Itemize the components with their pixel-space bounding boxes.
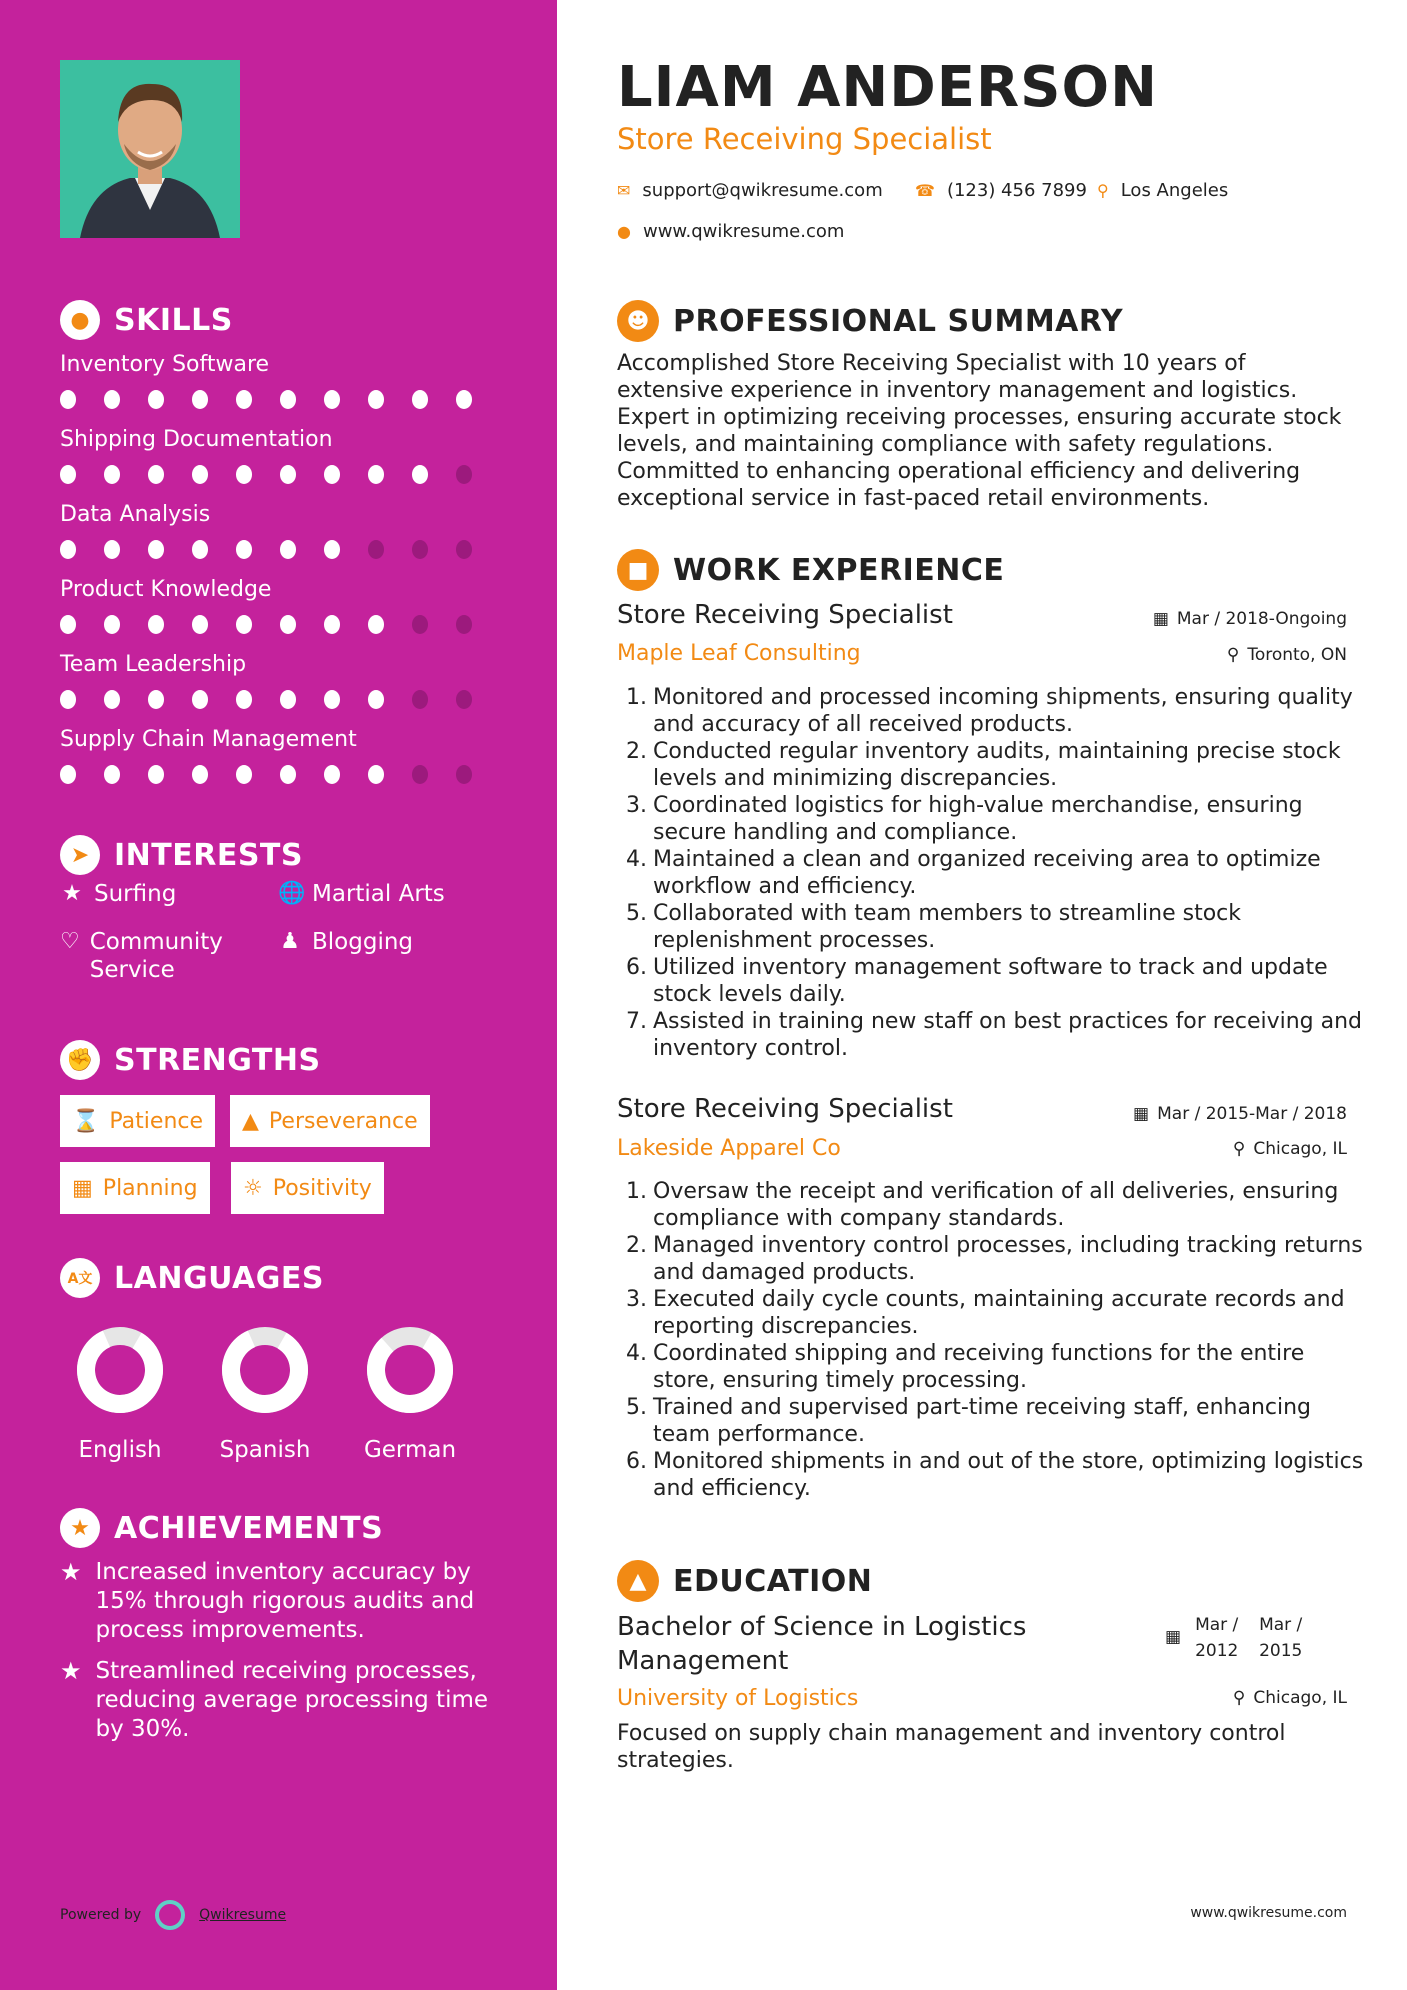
skill-dot-filled [104, 765, 120, 784]
list-item: Trained and supervised part-time receiving staff, enhancing team performance. [653, 1395, 1312, 1447]
contact-website[interactable]: ● www.qwikresume.com [617, 221, 845, 242]
skill-dot-filled [192, 465, 208, 484]
skill-name: Supply Chain Management [60, 727, 357, 752]
skill-dot-empty [412, 615, 428, 634]
skill-dot-filled [368, 390, 384, 409]
pin-icon: ⚲ [1226, 645, 1240, 665]
language-level-ring [365, 1325, 455, 1415]
skill-dot-empty [456, 765, 472, 784]
skill-dot-empty [456, 465, 472, 484]
shooting-star-icon: ★ [60, 1657, 82, 1685]
users-icon: ♟ [280, 929, 300, 954]
skill-dot-filled [148, 615, 164, 634]
skill-name: Inventory Software [60, 352, 270, 377]
skill-rating [60, 540, 500, 559]
summary-heading: ☻ PROFESSIONAL SUMMARY [617, 300, 1123, 342]
strength-badge: ▦ Planning [60, 1162, 210, 1214]
paper-plane-icon: ➤ [60, 835, 100, 875]
skill-rating [60, 390, 500, 409]
globe-icon: ● [617, 222, 631, 241]
skill-dot-filled [412, 390, 428, 409]
skill-dot-filled [148, 540, 164, 559]
skill-row [60, 500, 500, 575]
skill-dot-filled [192, 615, 208, 634]
skill-dot-filled [60, 540, 76, 559]
skill-dot-filled [324, 540, 340, 559]
skill-dot-filled [148, 765, 164, 784]
list-item: Coordinated logistics for high-value merchandise, ensuring secure handling and compliance. [653, 793, 1303, 845]
heart-hands-icon: ♡ [60, 929, 80, 954]
candidate-role: Store Receiving Specialist [617, 122, 992, 156]
shooting-star-icon: ★ [60, 1558, 82, 1586]
skill-dot-empty [412, 690, 428, 709]
language-item: Spanish [205, 1325, 325, 1463]
skill-dot-filled [236, 390, 252, 409]
language-level-ring [220, 1325, 310, 1415]
list-item: Managed inventory control processes, including tracking returns and damaged products. [653, 1233, 1363, 1285]
achievements-heading: ★ ACHIEVEMENTS [60, 1508, 383, 1548]
skill-dot-empty [456, 540, 472, 559]
skill-dot-filled [280, 465, 296, 484]
language-level-ring [75, 1325, 165, 1415]
job-title: Store Receiving Specialist [617, 600, 953, 630]
skill-dot-filled [324, 390, 340, 409]
skill-dot-filled [324, 765, 340, 784]
interest-item: ★ Surfing [60, 880, 176, 908]
hourglass-icon: ⌛ [72, 1108, 100, 1134]
skill-dot-filled [412, 465, 428, 484]
skill-dot-filled [280, 615, 296, 634]
contact-phone: ☎ (123) 456 7899 [915, 180, 1087, 201]
list-item: Assisted in training new staff on best practices for receiving and inventory control. [653, 1009, 1363, 1061]
job-company: Maple Leaf Consulting [617, 641, 861, 666]
fist-icon: ✊ [60, 1040, 100, 1080]
pin-icon: ⚲ [1232, 1688, 1246, 1708]
list-item: Oversaw the receipt and verification of all deliveries, ensuring compliance with company standards. [653, 1179, 1339, 1231]
education-location: ⚲ Chicago, IL [1232, 1688, 1347, 1708]
sun-icon: ☼ [243, 1175, 263, 1201]
profile-photo [60, 60, 240, 238]
summary-text: Accomplished Store Receiving Specialist with 10 years of extensive experience in inventory management and logistics. Expert in optimizing receiving processes, ensuring accurate stock levels, and maintaining compliance with safety regulations. Committed to enhancing operational efficiency and delivering exceptional service in fast-paced retail environments. [617, 351, 1342, 511]
phone-icon: ☎ [915, 181, 935, 200]
skill-rating [60, 765, 500, 784]
list-item: Coordinated shipping and receiving functions for the entire store, ensuring timely processing. [653, 1341, 1305, 1393]
skill-dot-filled [192, 390, 208, 409]
candidate-name: LIAM ANDERSON [617, 55, 1158, 120]
main-content [557, 0, 1407, 1990]
calendar-icon: ▦ [1133, 1104, 1150, 1124]
experience-heading: ■ WORK EXPERIENCE [617, 549, 1004, 591]
skill-rating [60, 465, 500, 484]
calendar-icon: ▦ [72, 1175, 93, 1201]
sidebar [0, 0, 557, 1990]
education-heading: ▲ EDUCATION [617, 1560, 872, 1602]
skill-dot-filled [104, 690, 120, 709]
briefcase-icon: ■ [617, 549, 659, 591]
skill-dot-empty [456, 615, 472, 634]
skill-dot-empty [368, 540, 384, 559]
list-item: Executed daily cycle counts, maintaining accurate records and reporting discrepancies. [653, 1287, 1345, 1339]
interest-item: 🌐 Martial Arts [278, 881, 445, 907]
skill-dot-filled [236, 765, 252, 784]
skill-dot-filled [236, 540, 252, 559]
skill-name: Team Leadership [60, 652, 247, 677]
degree-title: Bachelor of Science in Logistics Management [617, 1612, 1027, 1676]
list-item: Maintained a clean and organized receiving area to optimize workflow and efficiency. [653, 847, 1321, 899]
job-company: Lakeside Apparel Co [617, 1136, 841, 1161]
skill-dot-filled [192, 765, 208, 784]
list-item: Monitored and processed incoming shipments, ensuring quality and accuracy of all received products. [653, 685, 1353, 737]
skill-dot-filled [236, 690, 252, 709]
job-dates: ▦ Mar / 2015-Mar / 2018 [1133, 1104, 1347, 1124]
list-item: Conducted regular inventory audits, maintaining precise stock levels and minimizing discrepancies. [653, 739, 1341, 791]
skill-dot-filled [60, 465, 76, 484]
skill-dot-filled [280, 390, 296, 409]
job-responsibilities [635, 684, 1370, 1062]
skill-dot-filled [104, 390, 120, 409]
skill-dot-filled [236, 615, 252, 634]
skill-dot-filled [280, 765, 296, 784]
skill-dot-filled [60, 690, 76, 709]
job-responsibilities [635, 1178, 1370, 1502]
strengths-heading: ✊ STRENGTHS [60, 1040, 321, 1080]
skill-rating [60, 615, 500, 634]
skill-dot-filled [236, 465, 252, 484]
graduation-cap-icon: ▲ [617, 1560, 659, 1602]
envelope-icon: ✉ [617, 181, 631, 200]
calendar-icon: ▦ [1165, 1627, 1182, 1647]
skill-dot-filled [60, 390, 76, 409]
job-location: ⚲ Chicago, IL [1232, 1139, 1347, 1159]
skill-dot-filled [280, 540, 296, 559]
skill-row [60, 575, 500, 650]
skill-dot-filled [104, 465, 120, 484]
skill-dot-filled [324, 465, 340, 484]
achievement-item: ★ Streamlined receiving processes, reducing average processing time by 30%. [60, 1657, 489, 1742]
interest-item: ♡ Community Service [60, 929, 223, 983]
skills-list [60, 350, 500, 800]
qwikresume-link[interactable]: Qwikresume [199, 1907, 287, 1923]
skill-dot-filled [456, 390, 472, 409]
skill-dot-filled [324, 615, 340, 634]
mountain-icon: ▲ [242, 1108, 259, 1134]
languages-heading: A文 LANGUAGES [60, 1258, 324, 1298]
skill-dot-filled [148, 390, 164, 409]
skill-dot-empty [412, 765, 428, 784]
skill-dot-filled [192, 690, 208, 709]
language-item: German [350, 1325, 470, 1463]
school-name: University of Logistics [617, 1686, 859, 1711]
contact-location: ⚲ Los Angeles [1097, 180, 1229, 201]
skill-dot-filled [104, 540, 120, 559]
job-title: Store Receiving Specialist [617, 1094, 953, 1124]
user-icon: ☻ [617, 300, 659, 342]
skill-dot-filled [104, 615, 120, 634]
job-location: ⚲ Toronto, ON [1226, 645, 1347, 665]
globe-icon: 🌐 [278, 881, 306, 906]
footer-website[interactable]: www.qwikresume.com [1190, 1905, 1347, 1921]
contact-email[interactable]: ✉ support@qwikresume.com [617, 180, 883, 201]
map-pin-icon: ⚲ [1097, 181, 1109, 200]
skill-row [60, 650, 500, 725]
list-item: Utilized inventory management software to track and update stock levels daily. [653, 955, 1328, 1007]
strength-badge: ⌛ Patience [60, 1095, 215, 1147]
interests-heading: ➤ INTERESTS [60, 835, 303, 875]
language-icon: A文 [60, 1258, 100, 1298]
skill-dot-filled [148, 690, 164, 709]
skill-dot-filled [368, 615, 384, 634]
skill-dot-filled [368, 465, 384, 484]
job-dates: ▦ Mar / 2018-Ongoing [1152, 609, 1347, 629]
skill-row [60, 350, 500, 425]
star-icon: ★ [62, 881, 82, 906]
skill-dot-filled [280, 690, 296, 709]
skill-dot-filled [60, 765, 76, 784]
skill-dot-filled [60, 615, 76, 634]
skill-row [60, 725, 500, 800]
skill-row [60, 425, 500, 500]
language-item: English [60, 1325, 180, 1463]
skill-dot-filled [192, 540, 208, 559]
lightbulb-icon: ● [60, 300, 100, 340]
powered-by: Powered by Qwikresume [60, 1900, 286, 1930]
calendar-icon: ▦ [1152, 609, 1169, 629]
skill-name: Product Knowledge [60, 577, 272, 602]
strength-badge: ▲ Perseverance [230, 1095, 430, 1147]
skill-name: Shipping Documentation [60, 427, 333, 452]
skill-dot-empty [456, 690, 472, 709]
strength-badge: ☼ Positivity [231, 1162, 384, 1214]
skill-dot-filled [368, 690, 384, 709]
list-item: Collaborated with team members to streamline stock replenishment processes. [653, 901, 1241, 953]
achievement-item: ★ Increased inventory accuracy by 15% through rigorous audits and process improvements. [60, 1558, 475, 1643]
trophy-star-icon: ★ [60, 1508, 100, 1548]
skill-rating [60, 690, 500, 709]
education-description: Focused on supply chain management and inventory control strategies. [617, 1721, 1286, 1773]
skills-heading: ● SKILLS [60, 300, 233, 340]
skill-name: Data Analysis [60, 502, 211, 527]
pin-icon: ⚲ [1232, 1139, 1246, 1159]
qwikresume-logo-icon [155, 1900, 185, 1930]
skill-dot-filled [324, 690, 340, 709]
list-item: Monitored shipments in and out of the store, optimizing logistics and efficiency. [653, 1449, 1364, 1501]
skill-dot-empty [412, 540, 428, 559]
skill-dot-filled [368, 765, 384, 784]
interest-item: ♟ Blogging [278, 928, 413, 956]
education-dates: ▦ Mar / 2012 Mar / 2015 [1165, 1612, 1313, 1664]
skill-dot-filled [148, 465, 164, 484]
